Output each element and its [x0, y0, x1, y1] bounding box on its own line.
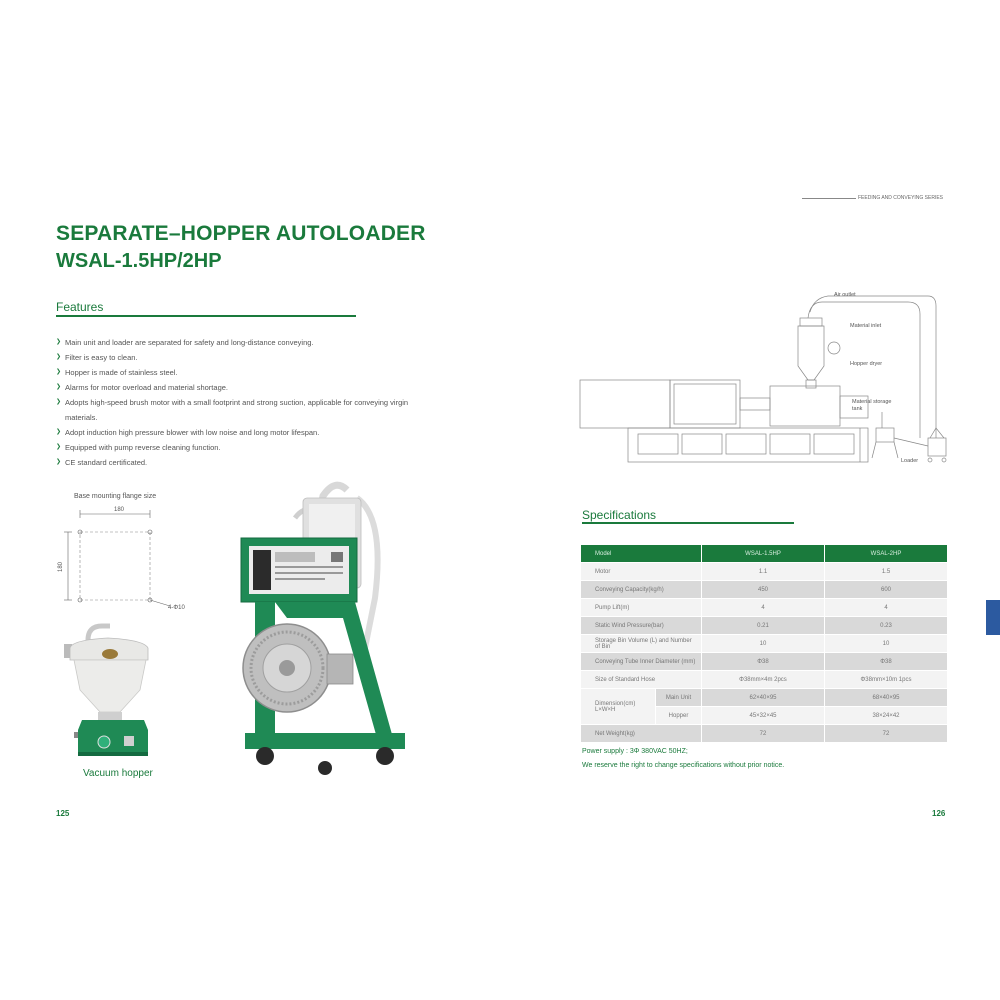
spec-row: [581, 653, 948, 671]
vacuum-hopper-caption: Vacuum hopper: [83, 768, 153, 779]
spec-value: 4: [702, 599, 825, 617]
flange-height-label: 180: [58, 561, 64, 572]
spec-value: Φ38mm×10m 1pcs: [825, 671, 948, 689]
feature-item: ❯ Main unit and loader are separated for safety and long-distance conveying.: [56, 335, 436, 350]
flange-width-label: 180: [114, 507, 125, 513]
spec-row-label: Dimension(cm) L×W×H: [581, 689, 656, 725]
feature-item: ❯ Filter is easy to clean.: [56, 350, 436, 365]
spec-row: [581, 563, 948, 581]
page-number-right: 126: [932, 809, 946, 818]
spec-value: Φ38: [702, 653, 825, 671]
series-label: FEEDING AND CONVEYING SERIES: [858, 195, 944, 201]
spec-sub-label: Main Unit: [656, 689, 702, 707]
features-list: [56, 335, 436, 470]
autoloader-machine-image: [235, 478, 415, 778]
spec-row-label: Motor: [581, 563, 702, 581]
spec-row: [581, 689, 948, 707]
spec-sub-label: Hopper: [656, 707, 702, 725]
spec-value: 72: [702, 725, 825, 743]
diagram-label-loader: Loader: [901, 458, 919, 464]
feature-item: ❯ Hopper is made of stainless steel.: [56, 365, 436, 380]
flange-drawing: [50, 500, 200, 620]
flange-hole-label: 4-Φ10: [168, 605, 185, 611]
installation-diagram: [578, 288, 950, 468]
spec-value: 1.1: [702, 563, 825, 581]
spec-row: [581, 581, 948, 599]
spec-value: 68×40×95: [825, 689, 948, 707]
product-model: WSAL-1.5HP/2HP: [56, 250, 222, 272]
spec-value: 1.5: [825, 563, 948, 581]
disclaimer-note: We reserve the right to change specifications without prior notice.: [582, 762, 785, 769]
feature-item: ❯ CE standard certificated.: [56, 455, 436, 470]
power-supply-note: Power supply : 3Φ 380VAC 50HZ;: [582, 748, 688, 755]
spec-row: [581, 635, 948, 653]
spec-value: 0.21: [702, 617, 825, 635]
diagram-label-air-outlet: Air outlet: [834, 292, 856, 298]
diagram-label-material-inlet: Material inlet: [850, 323, 882, 329]
spec-value: 10: [702, 635, 825, 653]
features-underline: [56, 315, 356, 317]
spec-header-cell: WSAL-1.5HP: [702, 545, 825, 563]
spec-value: 38×24×42: [825, 707, 948, 725]
spec-value: 10: [825, 635, 948, 653]
feature-item: ❯ Alarms for motor overload and material shortage.: [56, 380, 436, 395]
spec-row-label: Conveying Capacity(kg/h): [581, 581, 702, 599]
product-title: SEPARATE–HOPPER AUTOLOADER: [56, 222, 426, 245]
spec-row-label: Static Wind Pressure(bar): [581, 617, 702, 635]
spec-row: [581, 617, 948, 635]
spec-value: 600: [825, 581, 948, 599]
spec-row-label: Conveying Tube Inner Diameter (mm): [581, 653, 702, 671]
spec-table: [580, 544, 948, 743]
spec-row: [581, 599, 948, 617]
spec-header-cell: WSAL-2HP: [825, 545, 948, 563]
spec-value: 450: [702, 581, 825, 599]
spec-header-row: [581, 545, 948, 563]
spec-value: Φ38: [825, 653, 948, 671]
vacuum-hopper-image: [58, 620, 168, 765]
feature-item: ❯ Equipped with pump reverse cleaning function.: [56, 440, 436, 455]
features-heading: Features: [56, 300, 104, 314]
spec-value: Φ38mm×4m 2pcs: [702, 671, 825, 689]
spec-value: 45×32×45: [702, 707, 825, 725]
spec-header-cell: Model: [581, 545, 702, 563]
specifications-underline: [582, 522, 794, 524]
spec-value: 0.23: [825, 617, 948, 635]
spec-row-label: Pump Lift(m): [581, 599, 702, 617]
feature-item: ❯ Adopt induction high pressure blower with low noise and long motor lifespan.: [56, 425, 436, 440]
spec-row: [581, 671, 948, 689]
spec-value: 62×40×95: [702, 689, 825, 707]
flange-caption: Base mounting flange size: [74, 493, 157, 500]
specifications-heading: Specifications: [582, 508, 657, 522]
spec-row: [581, 725, 948, 743]
page-number-left: 125: [56, 809, 70, 818]
spec-value: 4: [825, 599, 948, 617]
spec-row-label: Storage Bin Volume (L) and Number of Bin: [581, 635, 702, 653]
spec-row-label: Size of Standard Hose: [581, 671, 702, 689]
spec-notes: [582, 745, 784, 773]
spec-row-label: Net Weight(kg): [581, 725, 702, 743]
section-tab-marker: [986, 600, 1000, 635]
diagram-label-hopper-dryer: Hopper dryer: [850, 361, 883, 367]
feature-item: ❯ Adopts high-speed brush motor with a small footprint and strong suction, applicable for conveying virgin materials.: [56, 395, 436, 425]
series-line: [802, 198, 856, 199]
diagram-label-storage-tank: Material storage tank: [852, 399, 892, 412]
spec-value: 72: [825, 725, 948, 743]
